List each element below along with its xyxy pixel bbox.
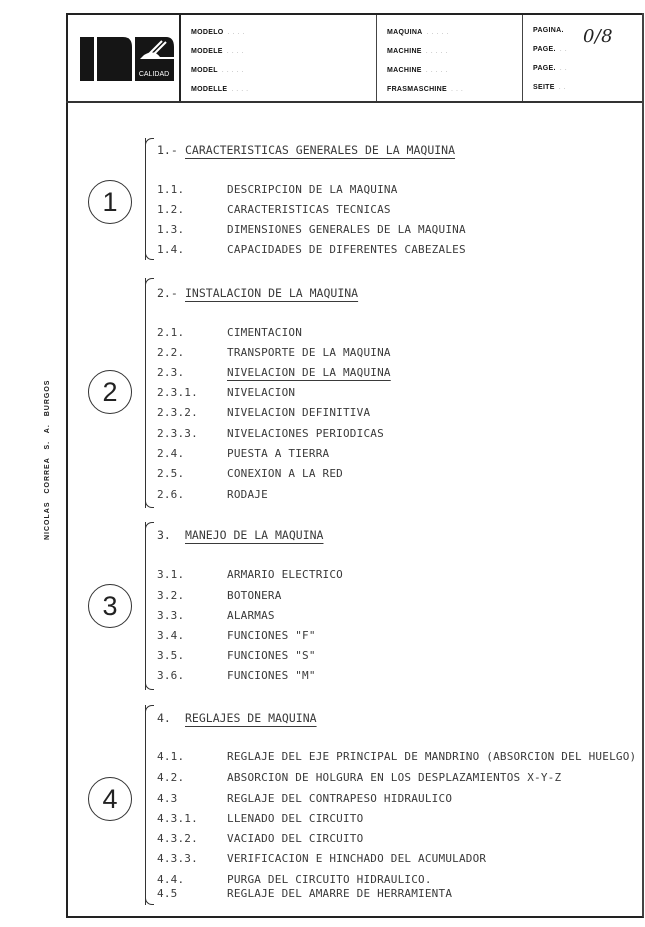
toc-item: 1.2. CARACTERISTICAS TECNICAS bbox=[157, 203, 391, 216]
toc-item: 1.1. DESCRIPCION DE LA MAQUINA bbox=[157, 183, 398, 196]
section-number-circle: 4 bbox=[88, 777, 132, 821]
toc-item: 1.4. CAPACIDADES DE DIFERENTES CABEZALES bbox=[157, 243, 466, 256]
page-label-en: PAGE. .. bbox=[533, 65, 570, 72]
page-label-de: SEITE .. bbox=[533, 84, 569, 91]
section-title: 4. REGLAJES DE MAQUINA bbox=[157, 711, 317, 725]
toc-item: 2.6. RODAJE bbox=[157, 488, 268, 501]
toc-item: 4.3.3. VERIFICACION E HINCHADO DEL ACUMULADOR bbox=[157, 852, 487, 865]
toc-item: 4.5 REGLAJE DEL AMARRE DE HERRAMIENTA bbox=[157, 887, 453, 900]
machine-label-fr: MACHINE ..... bbox=[387, 48, 451, 55]
toc-item: 4.4. PURGA DEL CIRCUITO HIDRAULICO. bbox=[157, 873, 432, 886]
company-side-text: NICOLAS CORREA S. A. BURGOS bbox=[44, 379, 51, 540]
document-header bbox=[66, 13, 642, 103]
toc-item: 4.1. REGLAJE DEL EJE PRINCIPAL DE MANDRINO (ABSORCION DEL HUELGO) bbox=[157, 750, 637, 763]
section-title: 3. MANEJO DE LA MAQUINA bbox=[157, 528, 324, 542]
section-title: 2.- INSTALACION DE LA MAQUINA bbox=[157, 286, 359, 300]
section-number-circle: 3 bbox=[88, 584, 132, 628]
toc-item: 4.3 REGLAJE DEL CONTRAPESO HIDRAULICO bbox=[157, 792, 453, 805]
section-number-circle: 2 bbox=[88, 370, 132, 414]
model-label-es: MODELO .... bbox=[191, 29, 248, 36]
section-bracket bbox=[145, 705, 146, 905]
page-label-es: PAGINA. bbox=[533, 27, 564, 34]
model-cell bbox=[181, 15, 377, 101]
toc-item: 2.3. NIVELACION DE LA MAQUINA bbox=[157, 366, 391, 379]
toc-item: 2.3.1. NIVELACION bbox=[157, 386, 296, 399]
logo-cell bbox=[66, 15, 181, 101]
section-bracket bbox=[145, 522, 146, 690]
toc-item: 3.3. ALARMAS bbox=[157, 609, 275, 622]
svg-text:CALIDAD: CALIDAD bbox=[138, 71, 170, 78]
toc-item: 4.3.1. LLENADO DEL CIRCUITO bbox=[157, 812, 364, 825]
toc-item: 2.4. PUESTA A TIERRA bbox=[157, 447, 330, 460]
toc-item: 3.5. FUNCIONES "S" bbox=[157, 649, 316, 662]
model-label-de: MODELLE .... bbox=[191, 86, 252, 93]
section-bracket bbox=[145, 278, 146, 508]
toc-item: 2.1. CIMENTACION bbox=[157, 326, 303, 339]
machine-label-de: FRASMASCHINE ... bbox=[387, 86, 466, 93]
toc-item: 3.1. ARMARIO ELECTRICO bbox=[157, 568, 343, 581]
toc-item: 2.3.2. NIVELACION DEFINITIVA bbox=[157, 406, 371, 419]
company-logo-icon bbox=[80, 35, 176, 83]
toc-item: 3.6. FUNCIONES "M" bbox=[157, 669, 316, 682]
machine-label-en: MACHINE ..... bbox=[387, 67, 451, 74]
page-label-fr: PAGE. .. bbox=[533, 46, 570, 53]
machine-label-es: MAQUINA ..... bbox=[387, 29, 452, 36]
toc-item: 1.3. DIMENSIONES GENERALES DE LA MAQUINA bbox=[157, 223, 466, 236]
model-label-fr: MODELE .... bbox=[191, 48, 247, 55]
page-number: 0/8 bbox=[583, 26, 613, 47]
section-title: 1.- CARACTERISTICAS GENERALES DE LA MAQUINA bbox=[157, 143, 456, 157]
machine-cell bbox=[377, 15, 523, 101]
toc-item: 2.5. CONEXION A LA RED bbox=[157, 467, 343, 480]
model-label-en: MODEL ..... bbox=[191, 67, 247, 74]
toc-item: 4.3.2. VACIADO DEL CIRCUITO bbox=[157, 832, 364, 845]
page-cell bbox=[523, 15, 640, 101]
section-number-circle: 1 bbox=[88, 180, 132, 224]
toc-item: 2.3.3. NIVELACIONES PERIODICAS bbox=[157, 427, 384, 440]
section-bracket bbox=[145, 138, 146, 260]
toc-item: 2.2. TRANSPORTE DE LA MAQUINA bbox=[157, 346, 391, 359]
toc-item: 4.2. ABSORCION DE HOLGURA EN LOS DESPLAZAMIENTOS X-Y-Z bbox=[157, 771, 562, 784]
toc-item: 3.2. BOTONERA bbox=[157, 589, 282, 602]
toc-item: 3.4. FUNCIONES "F" bbox=[157, 629, 316, 642]
